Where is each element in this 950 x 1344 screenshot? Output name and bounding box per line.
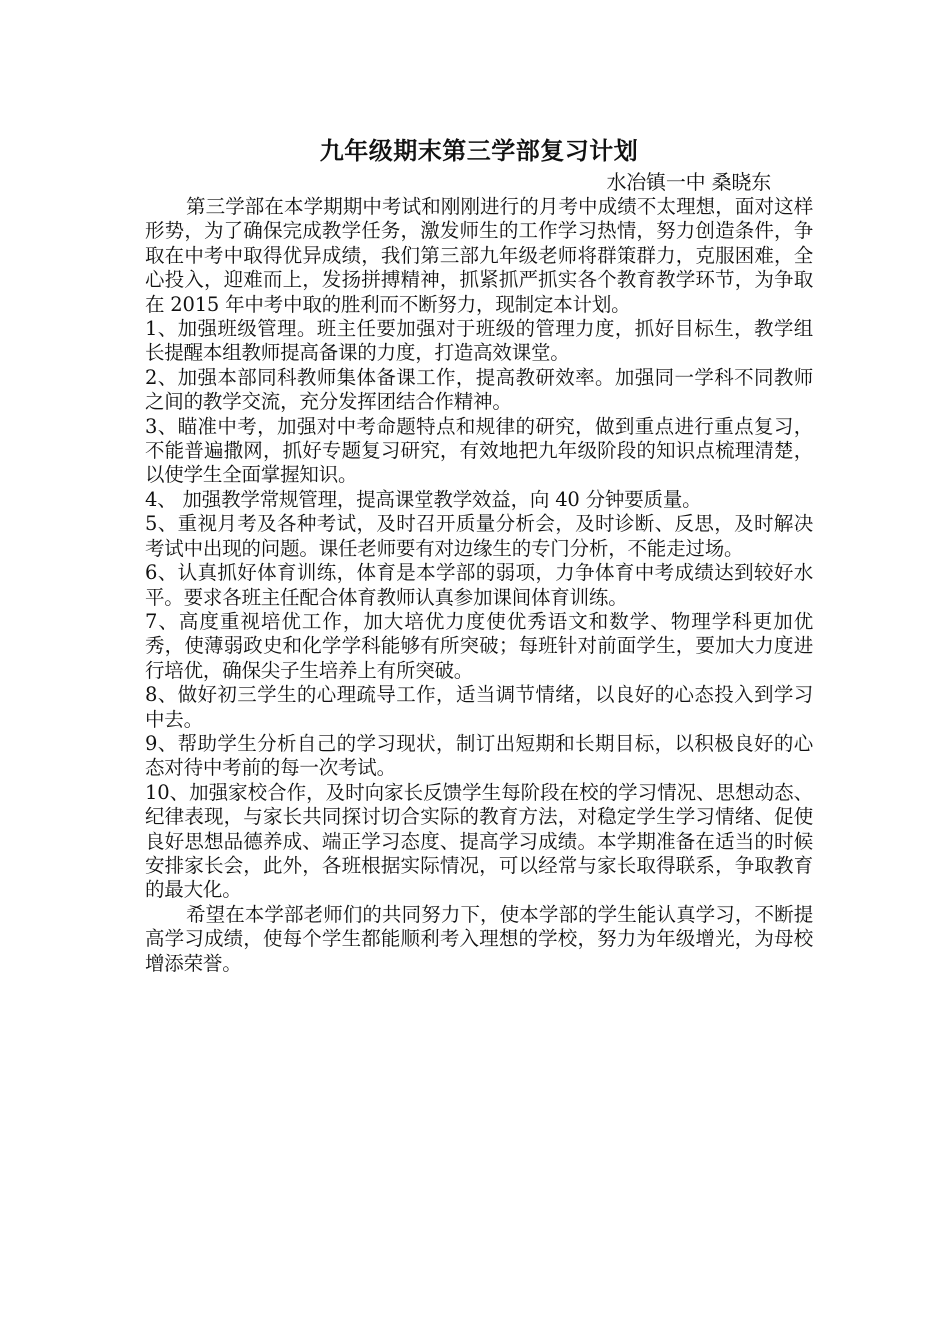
plan-item-6: 6、认真抓好体育训练，体育是本学部的弱项，力争体育中考成绩达到较好水平。要求各班主任配合体育教师认真参加课间体育训练。 bbox=[145, 561, 813, 609]
closing-paragraph: 希望在本学部老师们的共同努力下，使本学部的学生能认真学习，不断提高学习成绩，使每个学生都能顺利考入理想的学校，努力为年级增光，为母校增添荣誉。 bbox=[145, 902, 813, 975]
document-body bbox=[145, 133, 813, 976]
document-title: 九年级期末第三学部复习计划 bbox=[319, 136, 639, 165]
plan-item-10: 10、加强家校合作，及时向家长反馈学生每阶段在校的学习情况、思想动态、纪律表现，与家长共同探讨切合实际的教育方法，对稳定学生学习情绪、促使良好思想品德养成、端正学习态度、提高学习成绩。本学期准备在适当的时候安排家长会，此外，各班根据实际情况，可以经常与家长取得联系，争取教育的最大化。 bbox=[145, 780, 813, 902]
plan-item-5: 5、重视月考及各种考试，及时召开质量分析会，及时诊断、反思，及时解决考试中出现的问题。课任老师要有对边缘生的专门分析，不能走过场。 bbox=[145, 512, 813, 560]
plan-item-1: 1、加强班级管理。班主任要加强对于班级的管理力度，抓好目标生，教学组长提醒本组教师提高备课的力度，打造高效课堂。 bbox=[145, 317, 813, 365]
intro-paragraph: 第三学部在本学期期中考试和刚刚进行的月考中成绩不太理想，面对这样形势，为了确保完成教学任务，激发师生的工作学习热情，努力创造条件，争取在中考中取得优异成绩，我们第三部九年级老师将群策群力，克服困难，全心投入，迎难而上，发扬拼搏精神，抓紧抓严抓实各个教育教学环节，为争取在 2015 年中考中取的胜利而不断努力，现制定本计划。 bbox=[145, 195, 813, 316]
document-author: 水冶镇一中 桑晓东 bbox=[606, 170, 771, 194]
plan-item-4: 4、 加强教学常规管理，提高课堂教学效益，向 40 分钟要质量。 bbox=[145, 487, 702, 511]
plan-item-3: 3、瞄准中考，加强对中考命题特点和规律的研究，做到重点进行重点复习，不能普遍撒网，抓好专题复习研究，有效地把九年级阶段的知识点梳理清楚，以使学生全面掌握知识。 bbox=[145, 414, 813, 487]
plan-item-7: 7、高度重视培优工作，加大培优力度使优秀语文和数学、物理学科更加优秀，使薄弱政史和化学学科能够有所突破；每班针对前面学生，要加大力度进行培优，确保尖子生培养上有所突破。 bbox=[145, 609, 813, 682]
plan-item-8: 8、做好初三学生的心理疏导工作，适当调节情绪，以良好的心态投入到学习中去。 bbox=[145, 683, 813, 731]
plan-item-2: 2、加强本部同科教师集体备课工作，提高教研效率。加强同一学科不同教师之间的教学交流，充分发挥团结合作精神。 bbox=[145, 365, 813, 414]
plan-item-9: 9、帮助学生分析自己的学习现状，制订出短期和长期目标，以积极良好的心态对待中考前的每一次考试。 bbox=[145, 731, 813, 780]
